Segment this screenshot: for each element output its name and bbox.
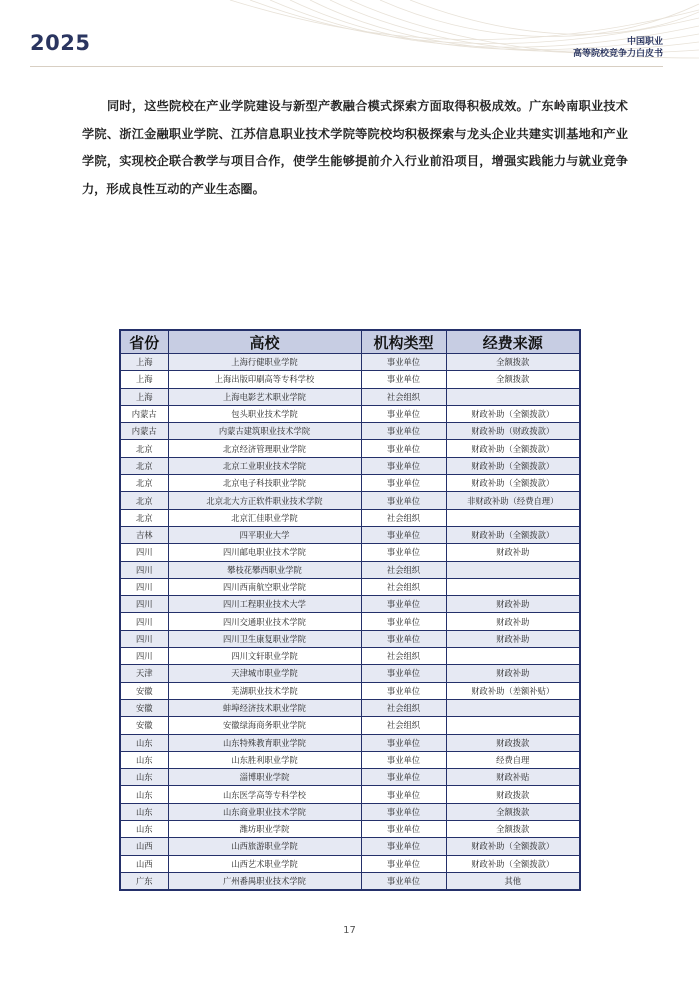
- college-cell: 攀枝花攀西职业学院: [168, 561, 361, 578]
- province-cell: 安徽: [120, 699, 168, 716]
- province-cell: 内蒙古: [120, 405, 168, 422]
- college-cell: 内蒙古建筑职业技术学院: [168, 423, 361, 440]
- table-row: [120, 613, 580, 630]
- province-cell: 四川: [120, 561, 168, 578]
- org-type-cell: 事业单位: [361, 803, 446, 820]
- org-type-cell: 事业单位: [361, 855, 446, 872]
- college-cell: 山西旅游职业学院: [168, 838, 361, 855]
- org-type-cell: 事业单位: [361, 769, 446, 786]
- funding-cell: 财政拨款: [446, 786, 580, 803]
- funding-cell: 全额拨款: [446, 803, 580, 820]
- header-divider: [30, 66, 663, 67]
- table-row: [120, 682, 580, 699]
- table-header-row: [120, 330, 580, 354]
- table-row: [120, 475, 580, 492]
- province-cell: 四川: [120, 596, 168, 613]
- funding-cell: 财政拨款: [446, 734, 580, 751]
- province-cell: 北京: [120, 440, 168, 457]
- college-cell: 广州番禺职业技术学院: [168, 872, 361, 890]
- college-cell: 包头职业技术学院: [168, 405, 361, 422]
- table-row: [120, 492, 580, 509]
- college-cell: 天津城市职业学院: [168, 665, 361, 682]
- funding-cell: 财政补助: [446, 630, 580, 647]
- college-cell: 芜湖职业技术学院: [168, 682, 361, 699]
- college-cell: 安徽绿海商务职业学院: [168, 717, 361, 734]
- table-row: [120, 699, 580, 716]
- funding-cell: 全额拨款: [446, 371, 580, 388]
- province-cell: 内蒙古: [120, 423, 168, 440]
- province-cell: 上海: [120, 354, 168, 371]
- table-row: [120, 648, 580, 665]
- funding-cell: 经费自理: [446, 751, 580, 768]
- college-cell: 北京工业职业技术学院: [168, 457, 361, 474]
- org-type-cell: 事业单位: [361, 821, 446, 838]
- funding-cell: [446, 717, 580, 734]
- funding-cell: 财政补助（全额拨款）: [446, 855, 580, 872]
- org-type-cell: 事业单位: [361, 492, 446, 509]
- funding-cell: 财政补助: [446, 544, 580, 561]
- org-type-cell: 社会组织: [361, 388, 446, 405]
- org-type-cell: 事业单位: [361, 751, 446, 768]
- college-cell: 北京经济管理职业学院: [168, 440, 361, 457]
- org-type-cell: 事业单位: [361, 665, 446, 682]
- org-type-cell: 事业单位: [361, 405, 446, 422]
- province-cell: 北京: [120, 475, 168, 492]
- funding-cell: [446, 561, 580, 578]
- funding-cell: 财政补贴: [446, 769, 580, 786]
- org-type-cell: 事业单位: [361, 872, 446, 890]
- table-row: [120, 457, 580, 474]
- college-cell: 北京北大方正软件职业技术学院: [168, 492, 361, 509]
- table-row: [120, 803, 580, 820]
- funding-cell: [446, 578, 580, 595]
- province-cell: 山东: [120, 786, 168, 803]
- college-cell: 潍坊职业学院: [168, 821, 361, 838]
- funding-cell: 财政补助（全额拨款）: [446, 475, 580, 492]
- province-cell: 上海: [120, 388, 168, 405]
- funding-cell: [446, 509, 580, 526]
- college-cell: 四平职业大学: [168, 526, 361, 543]
- table-row: [120, 855, 580, 872]
- table-row: [120, 371, 580, 388]
- table-row: [120, 509, 580, 526]
- college-cell: 北京汇佳职业学院: [168, 509, 361, 526]
- funding-cell: 其他: [446, 872, 580, 890]
- province-cell: 广东: [120, 872, 168, 890]
- org-type-cell: 事业单位: [361, 475, 446, 492]
- org-type-cell: 事业单位: [361, 734, 446, 751]
- province-cell: 北京: [120, 492, 168, 509]
- funding-cell: 财政补助（全额拨款）: [446, 440, 580, 457]
- province-cell: 上海: [120, 371, 168, 388]
- org-type-cell: 社会组织: [361, 648, 446, 665]
- table-row: [120, 596, 580, 613]
- funding-cell: 财政补助（财政拨款）: [446, 423, 580, 440]
- body-paragraph: 同时，这些院校在产业学院建设与新型产教融合模式探索方面取得积极成效。广东岭南职业技术学院、浙江金融职业学院、江苏信息职业技术学院等院校均积极探索与龙头企业共建实训基地和产业学院，实现校企联合教学与项目合作，使学生能够提前介入行业前沿项目，增强实践能力与就业竞争力，形成良性互动的产业生态圈。: [82, 99, 628, 196]
- table-row: [120, 786, 580, 803]
- column-header-college: 高校: [168, 330, 361, 354]
- table-row: [120, 665, 580, 682]
- column-header-funding: 经费来源: [446, 330, 580, 354]
- province-cell: 四川: [120, 613, 168, 630]
- funding-cell: 财政补助（全额拨款）: [446, 526, 580, 543]
- table-row: [120, 821, 580, 838]
- table-row: [120, 440, 580, 457]
- college-cell: 蚌埠经济技术职业学院: [168, 699, 361, 716]
- institutions-table: [119, 329, 581, 891]
- province-cell: 山东: [120, 803, 168, 820]
- org-type-cell: 事业单位: [361, 786, 446, 803]
- org-type-cell: 事业单位: [361, 457, 446, 474]
- funding-cell: [446, 388, 580, 405]
- org-type-cell: 事业单位: [361, 526, 446, 543]
- province-cell: 四川: [120, 544, 168, 561]
- province-cell: 四川: [120, 648, 168, 665]
- province-cell: 山东: [120, 821, 168, 838]
- table-row: [120, 388, 580, 405]
- table-row: [120, 734, 580, 751]
- college-cell: 上海电影艺术职业学院: [168, 388, 361, 405]
- funding-cell: 财政补助: [446, 613, 580, 630]
- org-type-cell: 事业单位: [361, 596, 446, 613]
- table-row: [120, 578, 580, 595]
- college-cell: 上海行健职业学院: [168, 354, 361, 371]
- table-row: [120, 544, 580, 561]
- brand-line-2: 高等院校竞争力白皮书: [572, 49, 663, 59]
- province-cell: 安徽: [120, 682, 168, 699]
- college-cell: 山东商业职业技术学院: [168, 803, 361, 820]
- org-type-cell: 社会组织: [361, 699, 446, 716]
- table-row: [120, 526, 580, 543]
- org-type-cell: 社会组织: [361, 561, 446, 578]
- college-cell: 四川西南航空职业学院: [168, 578, 361, 595]
- province-cell: 山东: [120, 751, 168, 768]
- table-row: [120, 838, 580, 855]
- org-type-cell: 社会组织: [361, 509, 446, 526]
- college-cell: 山东医学高等专科学校: [168, 786, 361, 803]
- funding-cell: 财政补助（全额拨款）: [446, 457, 580, 474]
- province-cell: 山西: [120, 838, 168, 855]
- table-row: [120, 423, 580, 440]
- college-cell: 山西艺术职业学院: [168, 855, 361, 872]
- college-cell: 上海出版印刷高等专科学校: [168, 371, 361, 388]
- college-cell: 山东胜利职业学院: [168, 751, 361, 768]
- funding-cell: 财政补助（差额补贴）: [446, 682, 580, 699]
- college-cell: 山东特殊教育职业学院: [168, 734, 361, 751]
- page-number: 17: [343, 925, 356, 936]
- org-type-cell: 事业单位: [361, 838, 446, 855]
- column-header-org-type: 机构类型: [361, 330, 446, 354]
- college-cell: 四川邮电职业技术学院: [168, 544, 361, 561]
- funding-cell: 全额拨款: [446, 821, 580, 838]
- org-type-cell: 事业单位: [361, 630, 446, 647]
- province-cell: 天津: [120, 665, 168, 682]
- province-cell: 吉林: [120, 526, 168, 543]
- table-row: [120, 769, 580, 786]
- funding-cell: 财政补助: [446, 596, 580, 613]
- college-cell: 四川工程职业技术大学: [168, 596, 361, 613]
- org-type-cell: 社会组织: [361, 717, 446, 734]
- org-type-cell: 社会组织: [361, 578, 446, 595]
- province-cell: 安徽: [120, 717, 168, 734]
- funding-cell: [446, 699, 580, 716]
- table-row: [120, 872, 580, 890]
- table-row: [120, 630, 580, 647]
- table-row: [120, 561, 580, 578]
- table-row: [120, 717, 580, 734]
- org-type-cell: 事业单位: [361, 423, 446, 440]
- province-cell: 山东: [120, 734, 168, 751]
- funding-cell: 全额拨款: [446, 354, 580, 371]
- org-type-cell: 事业单位: [361, 371, 446, 388]
- college-cell: 北京电子科技职业学院: [168, 475, 361, 492]
- province-cell: 山西: [120, 855, 168, 872]
- province-cell: 四川: [120, 630, 168, 647]
- brand-line-1: 中国职业: [626, 37, 663, 47]
- funding-cell: 财政补助（全额拨款）: [446, 838, 580, 855]
- college-cell: 四川交通职业技术学院: [168, 613, 361, 630]
- table-row: [120, 354, 580, 371]
- funding-cell: 财政补助（全额拨款）: [446, 405, 580, 422]
- college-cell: 四川卫生康复职业学院: [168, 630, 361, 647]
- org-type-cell: 事业单位: [361, 682, 446, 699]
- funding-cell: 非财政补助（经费自理）: [446, 492, 580, 509]
- org-type-cell: 事业单位: [361, 544, 446, 561]
- college-cell: 淄博职业学院: [168, 769, 361, 786]
- funding-cell: [446, 648, 580, 665]
- publication-brand: [573, 36, 663, 60]
- org-type-cell: 事业单位: [361, 613, 446, 630]
- funding-cell: 财政补助: [446, 665, 580, 682]
- table-row: [120, 751, 580, 768]
- province-cell: 北京: [120, 509, 168, 526]
- province-cell: 山东: [120, 769, 168, 786]
- province-cell: 北京: [120, 457, 168, 474]
- org-type-cell: 事业单位: [361, 440, 446, 457]
- year-label: 2025: [30, 31, 91, 55]
- column-header-province: 省份: [120, 330, 168, 354]
- college-cell: 四川文轩职业学院: [168, 648, 361, 665]
- org-type-cell: 事业单位: [361, 354, 446, 371]
- table-row: [120, 405, 580, 422]
- province-cell: 四川: [120, 578, 168, 595]
